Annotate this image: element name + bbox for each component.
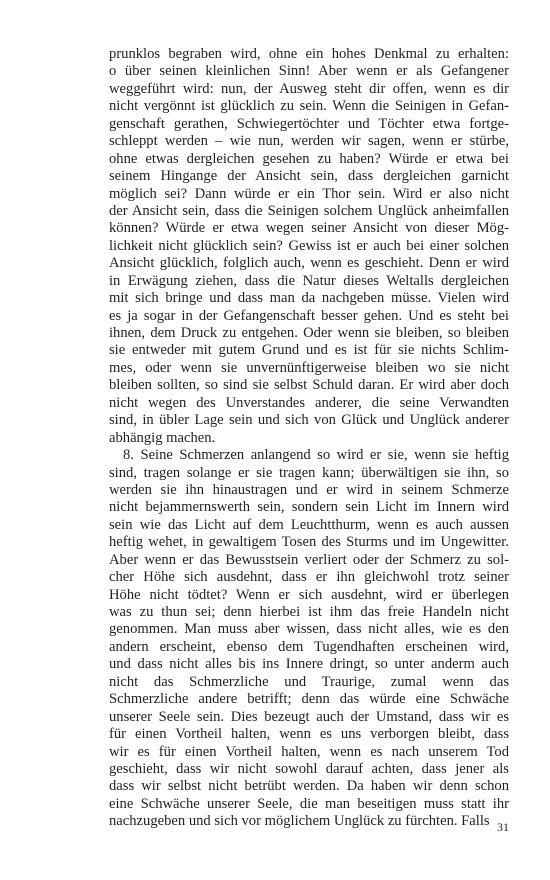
text-line: nicht wegen des Unverstandes anderer, die seine Verwandten (109, 394, 509, 411)
text-line: nicht vergönnt ist glücklich zu sein. Wenn die Seinigen in Gefan- (109, 98, 509, 115)
text-line: seinem Hingange der Ansicht sein, dass dergleichen garnicht (109, 168, 509, 185)
text-line: sein wie das Licht auf dem Leuchtthurm, wenn es auch aussen (109, 516, 509, 533)
text-line: Höhe nicht tödtet? Wenn er sich ausdehnt, wird er überlegen (109, 586, 509, 603)
text-line: andern erscheint, ebenso dem Tugendhaften erscheinen wird, (109, 638, 509, 655)
text-line: mit sich bringe und dass man da nachgeben müsse. Vielen wird (109, 290, 509, 307)
text-line: Schmerzliche andere betrifft; denn das würde eine Schwäche (109, 691, 509, 708)
text-line: dass wir selbst nicht betrübt werden. Da haben wir denn schon (109, 778, 509, 795)
text-line: 8. Seine Schmerzen anlangend so wird er sie, wenn sie heftig (123, 447, 509, 464)
text-line: möglich sei? Dann würde er ein Thor sein. Wird er also nicht (109, 185, 509, 202)
page-number: 31 (497, 820, 509, 834)
text-line: ihnen, dem Druck zu entgehen. Oder wenn sie bleiben, so bleiben (109, 325, 509, 341)
text-line: und dass nicht alles bis ins Innere dringt, so unter anderm auch (109, 656, 509, 673)
text-line: sind, tragen solange er sie tragen kann; überwältigen sie ihn, so (109, 464, 509, 481)
text-line: abhängig machen. (109, 429, 216, 446)
text-line: Ansicht glücklich, folglich auch, wenn es geschieht. Denn er wird (109, 255, 509, 272)
text-line: mes, oder wenn sie unvernünftigerweise bleiben wo sie nicht (109, 359, 509, 376)
text-line: wir es für einen Vortheil halten, wenn es nach unserem Tod (109, 743, 509, 760)
text-line: nachzugeben und sich vor möglichem Unglück zu fürchten. Falls (109, 813, 490, 830)
text-line: cher Höhe sich ausdehnt, dass er ihn gleichwohl trotz seiner (109, 569, 509, 586)
text-line: sind, in übler Lage sein und sich von Glück und Unglück anderer (109, 412, 509, 429)
text-line: bleiben sollten, so sind sie selbst Schuld daran. Er wird aber doch (109, 377, 509, 394)
text-line: sie entweder mit gutem Grund und es ist für sie nichts Schlim- (109, 342, 509, 359)
text-line: heftig wehet, in gewaltigem Tosen des Sturms und im Ungewitter. (109, 534, 509, 551)
text-line: können? Würde er etwa wegen seiner Ansicht von dieser Mög- (109, 220, 509, 237)
text-line: prunklos begraben wird, ohne ein hohes Denkmal zu erhalten: (109, 46, 509, 62)
text-line: weggeführt wird: nun, der Ausweg steht dir offen, wenn es dir (109, 80, 509, 97)
text-line: lichkeit nicht glücklich sein? Gewiss ist er auch bei einer solchen (109, 237, 509, 254)
text-line: der Ansicht sein, dass die Seinigen solchem Unglück anheimfallen (109, 202, 509, 219)
text-line: nicht das Schmerzliche und Traurige, zumal wenn das (109, 673, 509, 690)
text-line: nicht bejammernswerth sein, sondern sein Licht im Innern wird (109, 499, 509, 516)
text-line: für einen Vortheil halten, wenn es uns verborgen bleibt, dass (109, 726, 509, 743)
body-text (109, 46, 509, 831)
text-line: in Erwägung ziehen, dass die Natur dieses Weltalls dergleichen (109, 272, 509, 289)
text-line: Aber wenn er das Bewusstsein verliert oder der Schmerz zu sol- (109, 551, 509, 568)
text-line: genommen. Man muss aber wissen, dass nicht alles, wie es den (109, 621, 509, 638)
text-line: unserer Seele sein. Dies bezeugt auch der Umstand, dass wir es (109, 708, 509, 725)
text-line: o über seinen kleinlichen Sinn! Aber wenn er als Gefangener (109, 63, 509, 80)
text-line: geschieht, dass wir nicht sowohl darauf achten, dass jener als (109, 760, 509, 777)
text-line: genschaft gerathen, Schwiegertöchter und Töchter etwa fortge- (109, 115, 509, 132)
text-line: werden sie ihn hinaustragen und er wird in seinem Schmerze (109, 481, 509, 498)
text-line: ohne etwas dergleichen gesehen zu haben? Würde er etwa bei (109, 150, 509, 167)
text-line: eine Schwäche unserer Seele, die man beseitigen muss statt ihr (109, 795, 509, 812)
text-line: was zu thun sei; denn hierbei ist ihm das freie Handeln nicht (109, 604, 509, 620)
text-line: es ja sogar in der Gefangenschaft besser gehen. Und es steht bei (109, 307, 509, 324)
text-line: schleppt werden – wie nun, werden wir sagen, wenn er stürbe, (109, 133, 509, 150)
